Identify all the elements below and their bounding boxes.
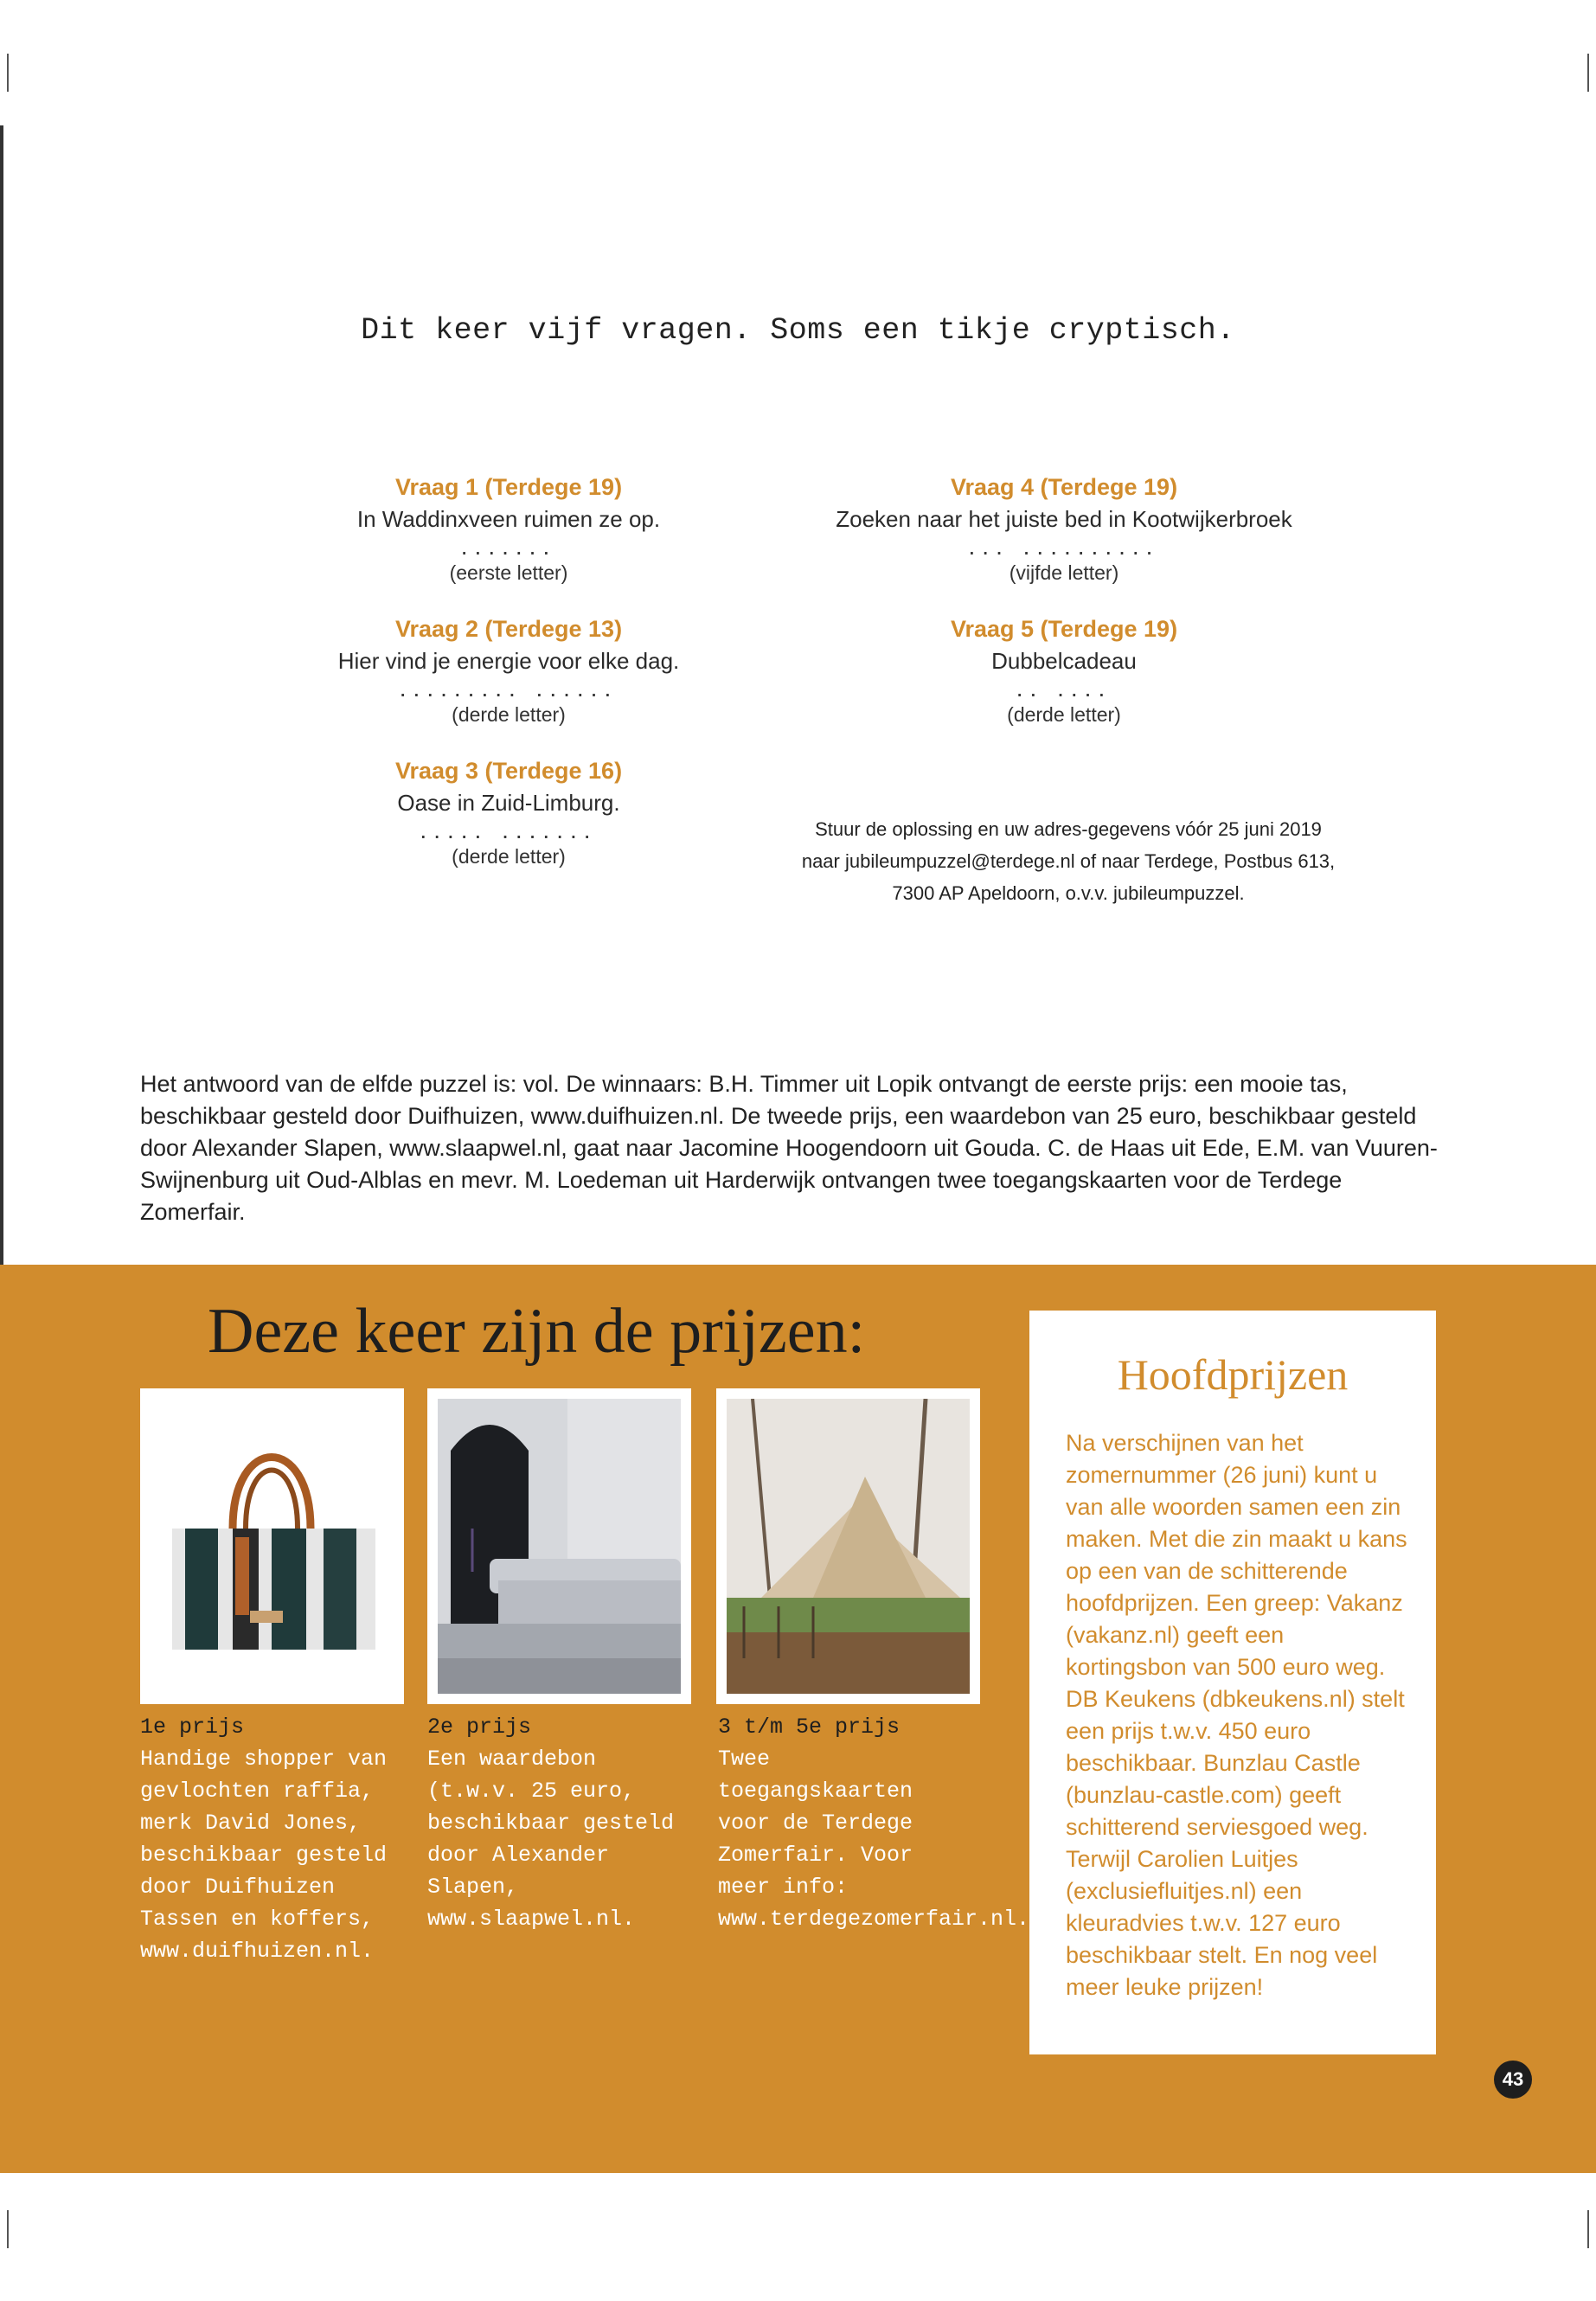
page-number: 43 [1494, 2061, 1532, 2099]
prize-2-text [427, 1711, 687, 1935]
submission-instructions: Stuur de oplossing en uw adres-gegevens vóór 25 juni 2019 naar jubileumpuzzel@terdege.nl of naar Terdege, Postbus 613, 7300 AP Apeldoorn, o.v.v. jubileumpuzzel. [801, 818, 1336, 904]
crop-mark [7, 54, 9, 92]
question-text: In Waddinxveen ruimen ze op. [356, 506, 661, 532]
question [240, 755, 777, 871]
question-text: Zoeken naar het juiste bed in Kootwijkerbroek [836, 506, 1292, 532]
crop-mark [1587, 2210, 1589, 2248]
tents-image [727, 1399, 970, 1694]
main-prizes-box [1029, 1311, 1436, 2054]
prize-label: 1e prijs [140, 1715, 245, 1740]
letter-hint: (derde letter) [1007, 703, 1121, 726]
prize-3-text [718, 1711, 1030, 1935]
prize-photo-bed [427, 1388, 691, 1704]
page-edge-bar [0, 125, 3, 1306]
answer-dots: .. .... [1016, 675, 1112, 702]
previous-answer-paragraph: Het antwoord van de elfde puzzel is: vol. De winnaars: B.H. Timmer uit Lopik ontvangt de eerste prijs: een mooie tas, beschikbaar gesteld door Duifhuizen, www.duifhuizen.nl. De tweede prijs, een waardebon van 25 euro, beschikbaar gesteld door Alexander Slapen, www.slaapwel.nl, gaat naar Jacomine Hoogendoorn uit Gouda. C. de Haas uit Ede, E.M. van Vuuren-Swijnenburg uit Oud-Alblas en mevr. M. Loedeman uit Harderwijk ontvangen twee toegangskaarten voor de Terdege Zomerfair. [140, 1071, 1438, 1225]
prize-photo-tents [716, 1388, 980, 1704]
questions-left [240, 471, 777, 897]
prize-1-text [140, 1711, 408, 1967]
question-title: Vraag 2 (Terdege 13) [394, 616, 623, 642]
question-title: Vraag 1 (Terdege 19) [394, 474, 623, 500]
crop-mark [7, 2210, 9, 2248]
bed-image [438, 1399, 681, 1694]
main-prizes-title: Hoofdprijzen [1117, 1350, 1349, 1399]
crop-mark [1587, 54, 1589, 92]
prize-photo-bag [140, 1388, 404, 1704]
answer-dots: ... .......... [968, 533, 1160, 560]
letter-hint: (vijfde letter) [1009, 561, 1119, 584]
questions-right [796, 471, 1332, 755]
prize-description: Twee toegangskaarten voor de Terdege Zomerfair. Voor meer info: www.terdegezomerfair.nl. [718, 1747, 1030, 1932]
question [796, 613, 1332, 729]
question-title: Vraag 4 (Terdege 19) [950, 474, 1178, 500]
question-text: Oase in Zuid-Limburg. [397, 790, 620, 816]
question [796, 471, 1332, 587]
intro-heading: Dit keer vijf vragen. Soms een tikje cryptisch. [361, 313, 1235, 348]
question-text: Dubbelcadeau [991, 648, 1137, 674]
question [240, 471, 777, 587]
answer-dots: ..... ....... [420, 817, 598, 843]
letter-hint: (eerste letter) [449, 561, 568, 584]
prize-label: 2e prijs [427, 1715, 532, 1740]
question-title: Vraag 5 (Terdege 19) [950, 616, 1178, 642]
prizes-title: Deze keer zijn de prijzen: [208, 1296, 866, 1367]
letter-hint: (derde letter) [452, 703, 566, 726]
answer-dots: ....... [460, 533, 557, 560]
question-title: Vraag 3 (Terdege 16) [394, 758, 623, 784]
bag-image [151, 1399, 394, 1694]
question-text: Hier vind je energie voor elke dag. [337, 648, 680, 674]
prize-description: Handige shopper van gevlochten raffia, merk David Jones, beschikbaar gesteld door Duifhuizen Tassen en koffers, www.duifhuizen.nl. [140, 1747, 388, 1964]
prize-label: 3 t/m 5e prijs [718, 1715, 901, 1740]
answer-dots: ......... ...... [399, 675, 619, 702]
question [240, 613, 777, 729]
letter-hint: (derde letter) [452, 845, 566, 868]
prize-description: Een waardebon (t.w.v. 25 euro, beschikbaar gesteld door Alexander Slapen, www.slaapwel.nl. [427, 1747, 675, 1932]
main-prizes-text: Na verschijnen van het zomernummer (26 juni) kunt u van alle woorden samen een zin maken. Met die zin maakt u kans op een van de schitterende hoofdprijzen. Een greep: Vakanz (vakanz.nl) geeft een kortingsbon van 500 euro weg. DB Keukens (dbkeukens.nl) stelt een prijs t.w.v. 450 euro beschikbaar. Bunzlau Castle (bunzlau-castle.com) geeft schitterend serviesgoed weg. Terwijl Carolien Luitjes (exclusiefluitjes.nl) een kleuradvies t.w.v. 127 euro beschikbaar stelt. En nog veel meer leuke prijzen! [1066, 1430, 1407, 2000]
